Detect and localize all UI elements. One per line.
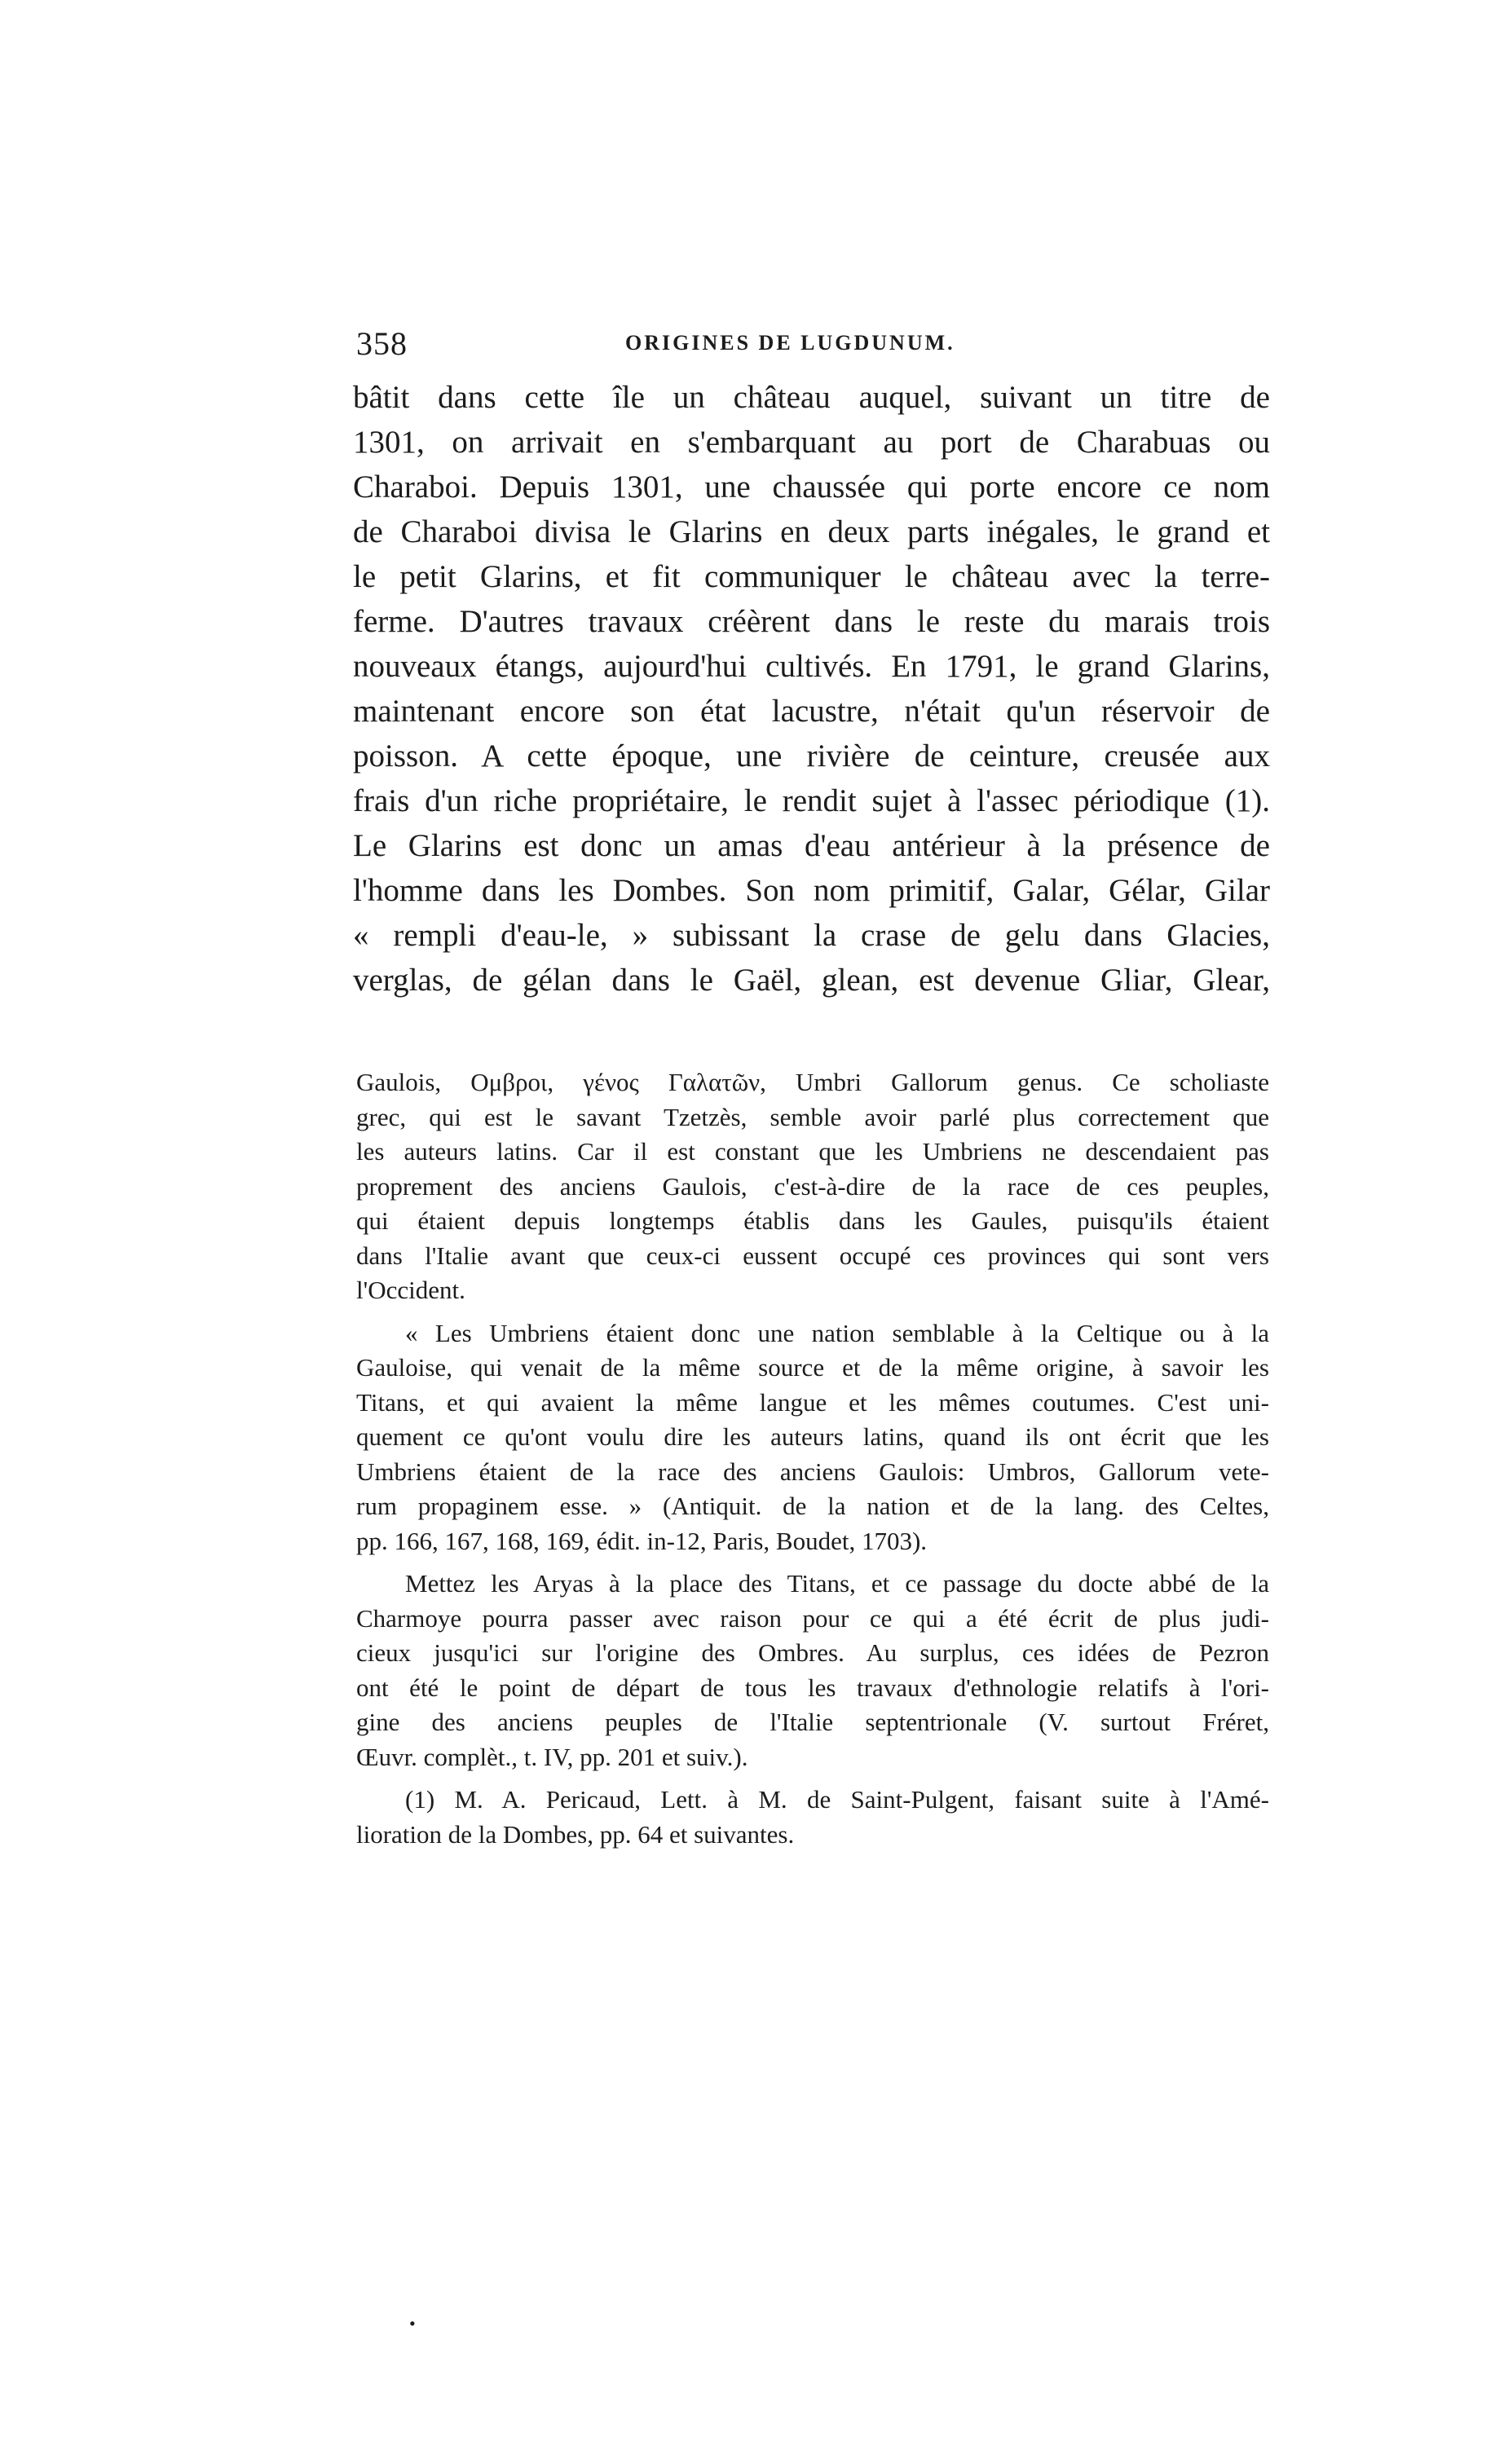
footnote-line: gine des anciens peuples de l'Italie septentrionale (V. surtout Fréret, — [356, 1708, 1269, 1736]
text-line: le petit Glarins, et fit communiquer le château avec la terre- — [353, 559, 1270, 594]
footnote-line: rum propaginem esse. » (Antiquit. de la nation et de la lang. des Celtes, — [356, 1492, 1269, 1520]
text-line: l'homme dans les Dombes. Son nom primitif, Galar, Gélar, Gilar — [353, 873, 1270, 908]
text-line: ferme. D'autres travaux créèrent dans le reste du marais trois — [353, 604, 1270, 639]
footnote-line: « Les Umbriens étaient donc une nation semblable à la Celtique ou à la — [405, 1318, 1269, 1347]
footnote-line: qui étaient depuis longtemps établis dans les Gaules, puisqu'ils étaient — [356, 1206, 1269, 1235]
footnote-line: l'Occident. — [356, 1276, 465, 1304]
footnote-line: dans l'Italie avant que ceux-ci eussent occupé ces provinces qui sont vers — [356, 1241, 1269, 1270]
running-title: ORIGINES DE LUGDUNUM. — [625, 331, 955, 355]
text-line: Le Glarins est donc un amas d'eau antérieur à la présence de — [353, 828, 1270, 863]
footnote-paragraph-commentary — [356, 1567, 1269, 1774]
footnote-line: (1) M. A. Pericaud, Lett. à M. de Saint-Pulgent, faisant suite à l'Amé- — [405, 1785, 1269, 1814]
footnote-line: Charmoye pourra passer avec raison pour ce qui a été écrit de plus judi- — [356, 1603, 1269, 1633]
footnote-line: Œuvr. complèt., t. IV, pp. 201 et suiv.). — [356, 1742, 748, 1771]
text-line: nouveaux étangs, aujourd'hui cultivés. En 1791, le grand Glarins, — [353, 649, 1270, 684]
footnote-line: Gauloise, qui venait de la même source et de la même origine, à savoir les — [356, 1353, 1269, 1382]
footnote-line: lioration de la Dombes, pp. 64 et suivantes. — [356, 1819, 795, 1849]
footnote-line: pp. 166, 167, 168, 169, édit. in-12, Paris, Boudet, 1703). — [356, 1526, 928, 1555]
footnote-line: cieux jusqu'ici sur l'origine des Ombres. Au surplus, ces idées de Pezron — [356, 1638, 1269, 1667]
footnote-line: Titans, et qui avaient la même langue et les mêmes coutumes. C'est uni- — [356, 1387, 1269, 1417]
text-line: 1301, on arrivait en s'embarquant au port de Charabuas ou — [353, 425, 1270, 460]
text-line: bâtit dans cette île un château auquel, suivant un titre de — [353, 380, 1270, 415]
text-line: maintenant encore son état lacustre, n'était qu'un réservoir de — [353, 694, 1270, 729]
footnotes-block — [356, 1065, 1269, 1860]
running-head — [356, 324, 1269, 373]
text-line: verglas, de gélan dans le Gaël, glean, est devenue Gliar, Glear, — [353, 963, 1270, 998]
text-line: de Charaboi divisa le Glarins en deux parts inégales, le grand et — [353, 514, 1270, 549]
text-line: Charaboi. Depuis 1301, une chaussée qui porte encore ce nom — [353, 469, 1270, 505]
text-line: « rempli d'eau-le, » subissant la crase de gelu dans Glacies, — [353, 918, 1270, 953]
footnote-line: Umbriens étaient de la race des anciens Gaulois: Umbros, Gallorum vete- — [356, 1457, 1269, 1486]
footnote-line: proprement des anciens Gaulois, c'est-à-dire de la race de ces peuples, — [356, 1171, 1269, 1201]
footnote-line: les auteurs latins. Car il est constant que les Umbriens ne descendaient pas — [356, 1137, 1269, 1166]
stray-mark: • — [409, 2313, 416, 2334]
page-number: 358 — [356, 325, 408, 362]
footnote-line: quement ce qu'ont voulu dire les auteurs latins, quand ils ont écrit que les — [356, 1422, 1269, 1451]
footnote-line: Gaulois, Ομβροι, γένος Γαλατῶν, Umbri Gallorum genus. Ce scholiaste — [356, 1068, 1269, 1096]
footnote-line: ont été le point de départ de tous les travaux d'ethnologie relatifs à l'ori- — [356, 1673, 1269, 1702]
footnote-line: Mettez les Aryas à la place des Titans, et ce passage du docte abbé de la — [405, 1569, 1269, 1598]
footnote-1 — [356, 1783, 1269, 1852]
text-line: poisson. A cette époque, une rivière de ceinture, creusée aux — [353, 738, 1270, 774]
footnote-paragraph-quote — [356, 1316, 1269, 1559]
text-line: frais d'un riche propriétaire, le rendit sujet à l'assec périodique (1). — [353, 783, 1270, 818]
main-text-block — [353, 375, 1270, 1003]
footnote-line: grec, qui est le savant Tzetzès, semble avoir parlé plus correctement que — [356, 1102, 1269, 1131]
footnote-paragraph-continuation — [356, 1065, 1269, 1308]
